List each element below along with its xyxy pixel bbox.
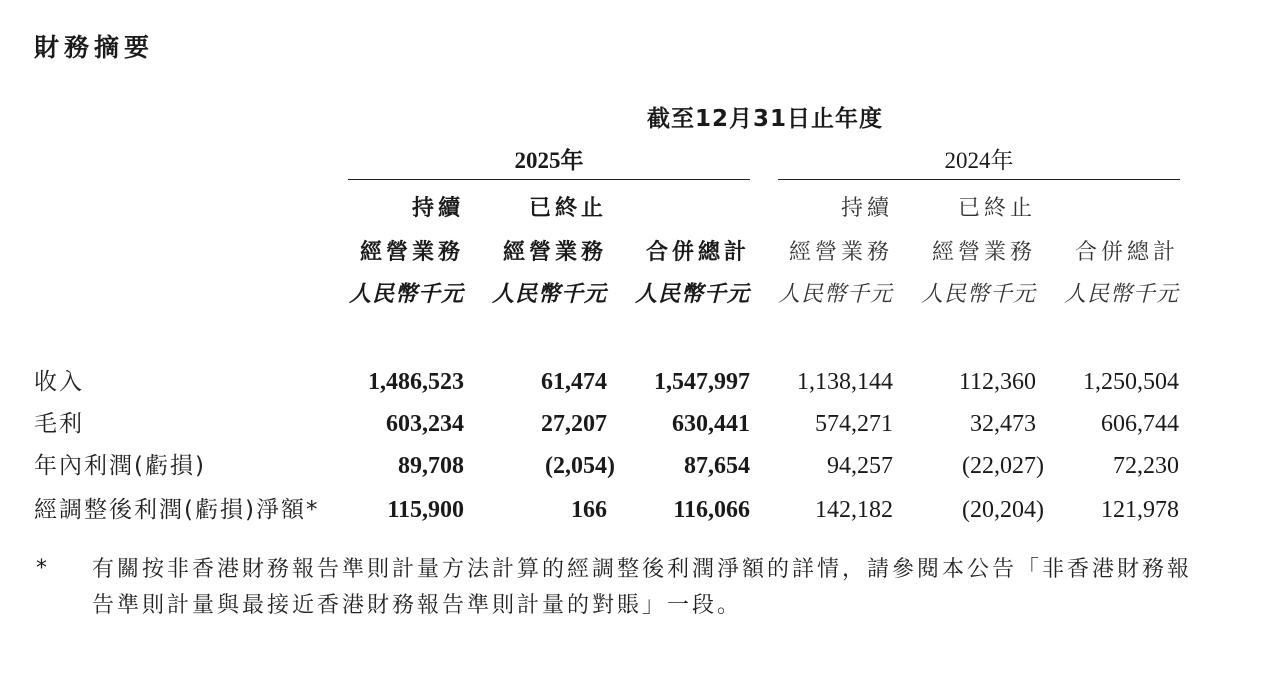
cell-adjusted-2024-discontinued: (20,204): [962, 497, 1044, 523]
cell-revenue-2025-continuing: 1,486,523: [368, 369, 464, 395]
year-2024-heading: 2024年: [944, 148, 1014, 173]
cell-profit-2025-discontinued: (2,054): [545, 453, 615, 479]
year-2025-rule: [348, 179, 750, 180]
cell-revenue-2024-combined: 1,250,504: [1083, 369, 1179, 395]
header-2024-combined-unit: 人民幣千元: [1063, 282, 1179, 307]
cell-adjusted-2025-continuing: 115,900: [387, 497, 464, 523]
header-2024-discontinued-line1: 已終止: [957, 196, 1036, 221]
year-2025-heading: 2025年: [514, 148, 584, 173]
year-2024-rule: [778, 179, 1180, 180]
footnote-marker: *: [36, 556, 47, 581]
header-2025-discontinued-line2: 經營業務: [502, 240, 607, 265]
cell-adjusted-2025-discontinued: 166: [571, 497, 607, 523]
header-2025-combined-unit: 人民幣千元: [634, 282, 750, 307]
cell-profit-2024-discontinued: (22,027): [962, 453, 1044, 479]
cell-profit-2025-combined: 87,654: [684, 453, 750, 479]
cell-gross-profit-2024-discontinued: 32,473: [970, 411, 1036, 437]
row-label-revenue: 收入: [34, 369, 84, 395]
cell-adjusted-2024-combined: 121,978: [1101, 497, 1179, 523]
cell-revenue-2025-combined: 1,547,997: [654, 369, 750, 395]
cell-adjusted-2024-continuing: 142,182: [815, 497, 893, 523]
period-heading: 截至12月31日止年度: [646, 106, 883, 132]
cell-gross-profit-2024-continuing: 574,271: [815, 411, 893, 437]
header-2024-discontinued-line2: 經營業務: [931, 240, 1036, 265]
cell-revenue-2024-discontinued: 112,360: [958, 369, 1036, 395]
header-2025-discontinued-unit: 人民幣千元: [491, 282, 607, 307]
cell-gross-profit-2025-discontinued: 27,207: [541, 411, 607, 437]
header-2024-continuing-line1: 持續: [840, 196, 893, 221]
header-2024-discontinued-unit: 人民幣千元: [920, 282, 1036, 307]
row-label-gross-profit: 毛利: [34, 411, 84, 437]
cell-profit-2024-combined: 72,230: [1113, 453, 1179, 479]
header-2024-combined: 合併總計: [1074, 240, 1179, 265]
header-2025-continuing-line1: 持續: [411, 196, 464, 221]
cell-revenue-2025-discontinued: 61,474: [541, 369, 607, 395]
page-title: 財務摘要: [34, 33, 155, 62]
header-2025-discontinued-line1: 已終止: [528, 196, 607, 221]
header-2025-continuing-unit: 人民幣千元: [348, 282, 464, 307]
cell-profit-2025-continuing: 89,708: [398, 453, 464, 479]
cell-revenue-2024-continuing: 1,138,144: [797, 369, 893, 395]
cell-gross-profit-2025-combined: 630,441: [672, 411, 750, 437]
footnote-text: 有關按非香港財務報告準則計量方法計算的經調整後利潤淨額的詳情，請參閱本公告「非香港財務報告準則計量與最接近香港財務報告準則計量的對賬」一段。: [92, 557, 1193, 618]
header-2024-continuing-line2: 經營業務: [788, 240, 893, 265]
cell-profit-2024-continuing: 94,257: [827, 453, 893, 479]
header-2025-continuing-line2: 經營業務: [359, 240, 464, 265]
cell-gross-profit-2025-continuing: 603,234: [386, 411, 464, 437]
cell-adjusted-2025-combined: 116,066: [673, 497, 750, 523]
row-label-profit-for-year: 年內利潤(虧損): [34, 453, 206, 479]
row-label-adjusted-net-profit: 經調整後利潤(虧損)淨額*: [34, 497, 320, 523]
header-2024-continuing-unit: 人民幣千元: [777, 282, 893, 307]
cell-gross-profit-2024-combined: 606,744: [1101, 411, 1179, 437]
header-2025-combined: 合併總計: [645, 240, 750, 265]
